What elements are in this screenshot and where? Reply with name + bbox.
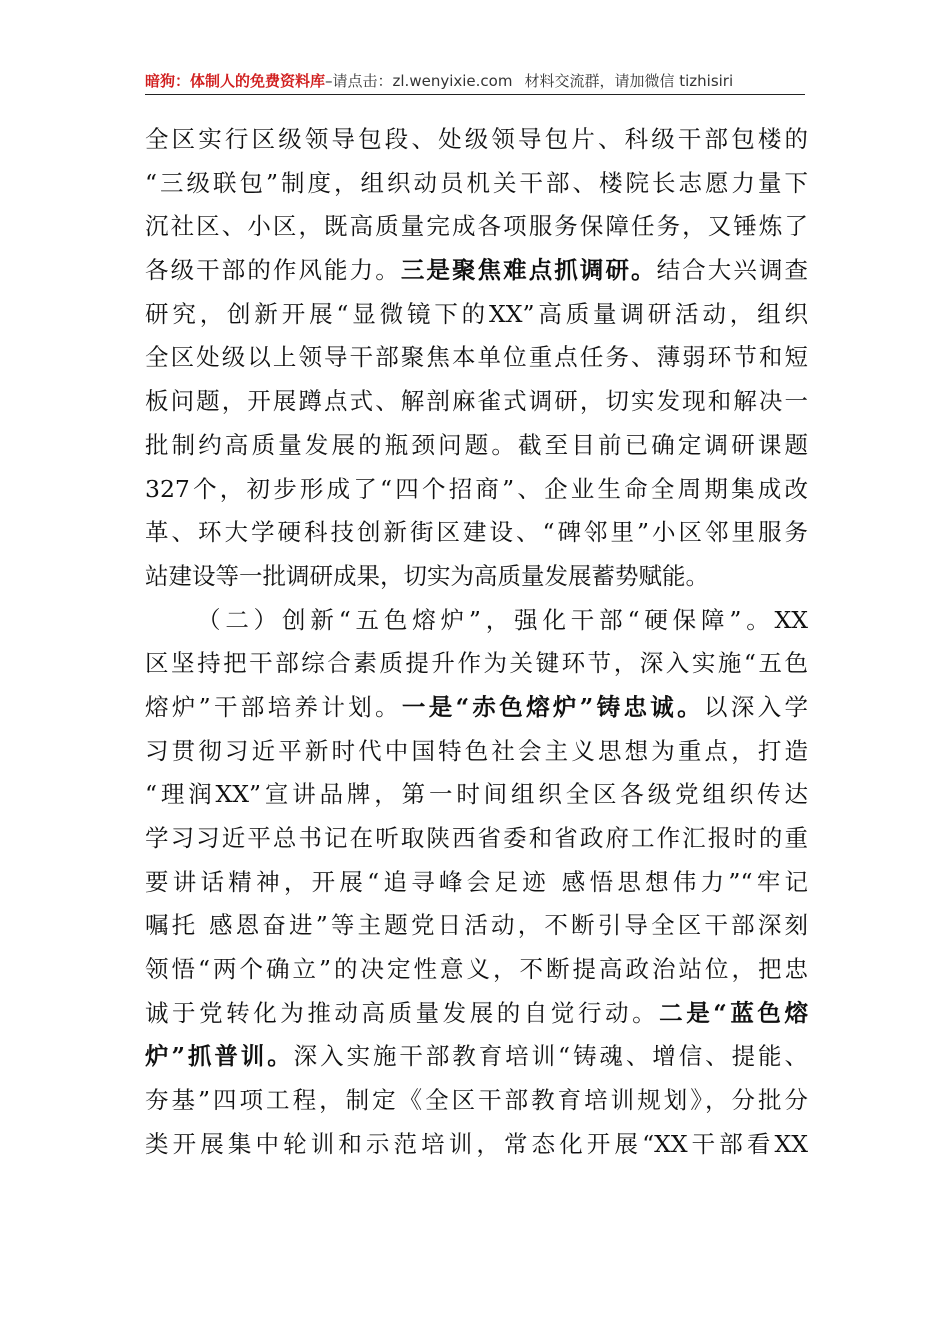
text-line-21: 诚于党转化为推动高质量发展的自觉行动。二是“蓝色熔 <box>145 998 808 1027</box>
text-line-17: 学习习近平总书记在听取陕西省委和省政府工作汇报时的重 <box>145 824 808 852</box>
text-line-14: 熔炉”干部培养计划。一是“赤色熔炉”铸忠诚。以深入学 <box>145 692 808 721</box>
text-line-4: 各级干部的作风能力。三是聚焦难点抓调研。结合大兴调查 <box>145 256 808 285</box>
text-line-24: 类开展集中轮训和示范培训，常态化开展“XX干部看XX <box>145 1129 808 1158</box>
page-header <box>145 70 805 95</box>
header-link[interactable]: –请点击：zl.wenyixie.com <box>325 72 513 90</box>
heading-point-red: 一是“赤色熔炉”铸忠诚。 <box>401 692 704 721</box>
text-line-6: 全区处级以上领导干部聚焦本单位重点任务、薄弱环节和短 <box>145 343 808 372</box>
text-line-10: 革、环大学硬科技创新街区建设、“碑邻里”小区邻里服务 <box>145 518 808 547</box>
text-line-7: 板问题，开展蹲点式、解剖麻雀式调研，切实发现和解决一 <box>145 387 808 416</box>
heading-point-blue-end: 炉”抓普训。 <box>145 1042 294 1071</box>
text-line-2: “三级联包”制度，组织动员机关干部、楼院长志愿力量下 <box>145 168 808 197</box>
heading-point-blue-start: 二是“蓝色熔 <box>659 998 808 1027</box>
text-line-16: “理润XX”宣讲品牌，第一时间组织全区各级党组织传达 <box>145 780 808 809</box>
heading-point-three: 三是聚焦难点抓调研。 <box>400 256 657 285</box>
text-line-13: 区坚持把干部综合素质提升作为关键环节，深入实施“五色 <box>145 649 808 678</box>
header-brand: 暗狗：体制人的免费资料库 <box>145 72 326 90</box>
text-line-5: 研究，创新开展“显微镜下的XX”高质量调研活动，组织 <box>145 299 808 328</box>
text-line-18: 要讲话精神，开展“追寻峰会足迹 感悟思想伟力”“牢记 <box>145 867 808 896</box>
header-contact: 材料交流群，请加微信 tizhisiri <box>524 72 734 90</box>
text-line-11: 站建设等一批调研成果，切实为高质量发展蓄势赋能。 <box>145 561 709 590</box>
text-line-19: 嘱托 感恩奋进”等主题党日活动，不断引导全区干部深刻 <box>145 911 808 940</box>
text-line-23: 夯基”四项工程，制定《全区干部教育培训规划》，分批分 <box>145 1086 808 1115</box>
section-heading-two: （二）创新“五色熔炉”，强化干部“硬保障”。XX <box>197 605 808 634</box>
text-line-15: 习贯彻习近平新时代中国特色社会主义思想为重点，打造 <box>145 736 808 765</box>
text-line-1: 全区实行区级领导包段、处级领导包片、科级干部包楼的 <box>145 125 808 153</box>
text-line-20: 领悟“两个确立”的决定性意义，不断提高政治站位，把忠 <box>145 955 808 984</box>
text-line-3: 沉社区、小区，既高质量完成各项服务保障任务，又锤炼了 <box>145 212 808 241</box>
text-line-9: 327个，初步形成了“四个招商”、企业生命全周期集成改 <box>145 474 808 503</box>
text-line-22: 炉”抓普训。深入实施干部教育培训“铸魂、增信、提能、 <box>145 1042 808 1071</box>
document-body <box>145 118 808 1167</box>
text-line-8: 批制约高质量发展的瓶颈问题。截至目前已确定调研课题 <box>145 430 808 459</box>
